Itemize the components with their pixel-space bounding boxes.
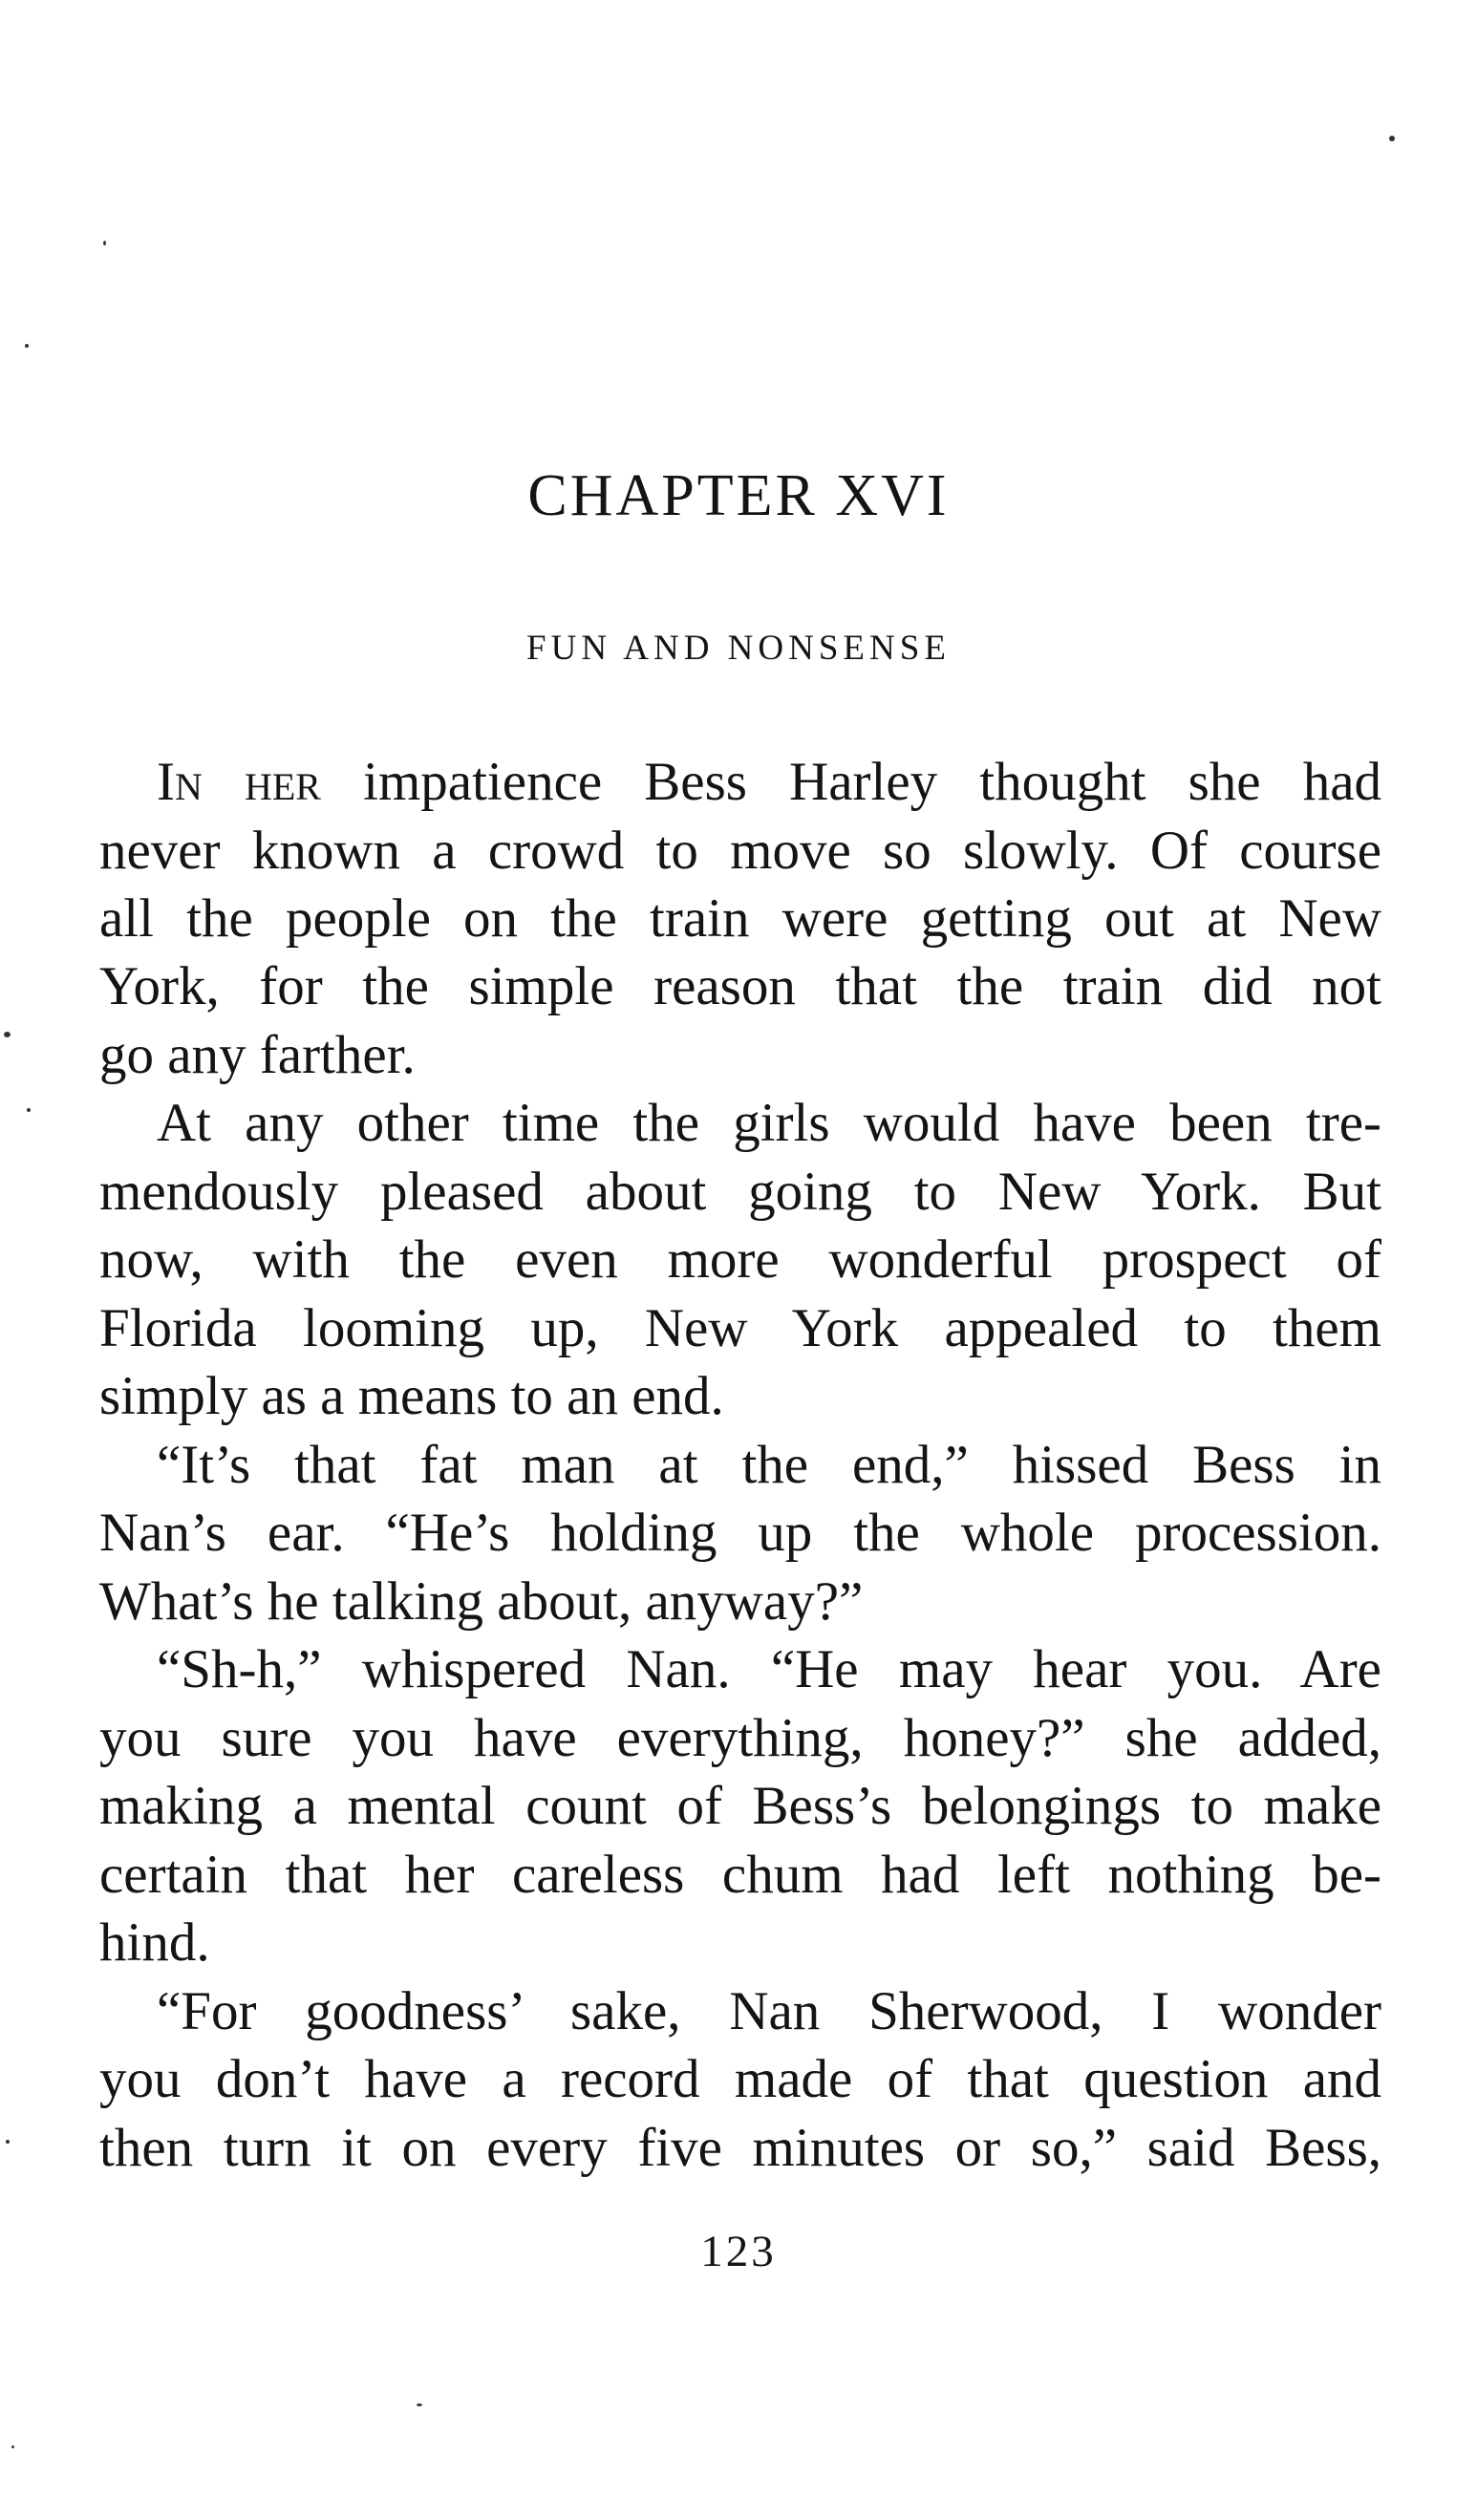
scan-speck xyxy=(417,2403,422,2406)
body-line-7: mendously pleased about going to New York. But xyxy=(99,1162,1381,1222)
chapter-number: CHAPTER XVI xyxy=(527,463,950,528)
body-line-20: you don’t have a record made of that question and xyxy=(99,2049,1381,2109)
scan-speck xyxy=(6,2140,10,2144)
scan-speck xyxy=(1389,136,1395,141)
body-line-16: making a mental count of Bess’s belongings to make xyxy=(99,1776,1381,1836)
scan-speck xyxy=(11,2445,14,2448)
body-line-13: What’s he talking about, anyway?” xyxy=(99,1571,864,1632)
body-line-17: certain that her careless chum had left nothing be- xyxy=(99,1845,1381,1905)
body-line-14: “Sh-h,” whispered Nan. “He may hear you. Are xyxy=(157,1639,1381,1699)
body-line-19: “For goodness’ sake, Nan Sherwood, I wonder xyxy=(157,1981,1381,2041)
body-line-3: all the people on the train were getting out at New xyxy=(99,888,1381,949)
body-line-6: At any other time the girls would have been tre- xyxy=(157,1093,1381,1153)
body-line-21: then turn it on every five minutes or so,” said Bess, xyxy=(99,2118,1381,2178)
body-line-12: Nan’s ear. “He’s holding up the whole procession. xyxy=(99,1503,1381,1563)
body-line-11: “It’s that fat man at the end,” hissed Bess in xyxy=(157,1435,1381,1495)
body-line-15: you sure you have everything, honey?” she added, xyxy=(99,1708,1381,1768)
page-number: 123 xyxy=(700,2227,777,2276)
body-line-8: now, with the even more wonderful prospect of xyxy=(99,1229,1381,1290)
body-line-10: simply as a means to an end. xyxy=(99,1366,724,1426)
body-line-18: hind. xyxy=(99,1912,210,1973)
body-line-1 xyxy=(157,752,1381,812)
scan-speck xyxy=(4,1032,11,1037)
chapter-title: FUN AND NONSENSE xyxy=(526,629,951,668)
body-line-2: never known a crowd to move so slowly. Of course xyxy=(99,821,1381,881)
opening-smallcaps: In her xyxy=(157,752,321,812)
scan-speck xyxy=(27,1108,31,1112)
scan-speck xyxy=(103,241,106,246)
body-line-9: Florida looming up, New York appealed to them xyxy=(99,1298,1381,1358)
scan-speck xyxy=(25,344,29,348)
body-line-5: go any farther. xyxy=(99,1025,416,1085)
body-line-4: York, for the simple reason that the train did not xyxy=(99,956,1381,1016)
body-line-1-text: impatience Bess Harley thought she had xyxy=(321,752,1381,812)
